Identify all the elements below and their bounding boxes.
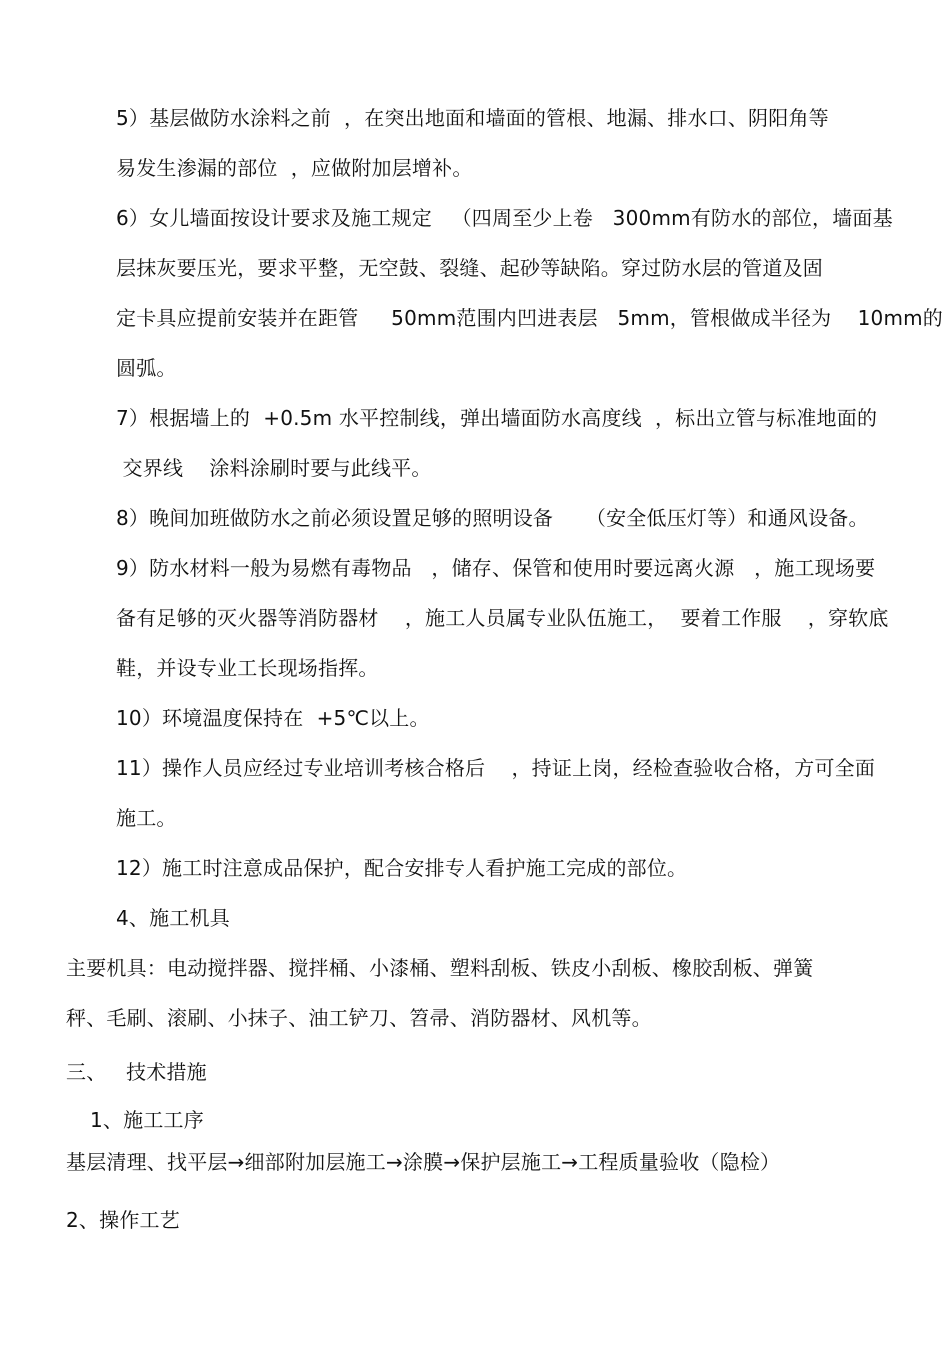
item-7-line-2: 交界线 涂料涂刷时要与此线平。	[116, 456, 432, 480]
item-10-line-1: 10）环境温度保持在 +5℃以上。	[116, 706, 430, 730]
item-11-line-1: 11）操作人员应经过专业培训考核合格后 ，持证上岗，经检查验收合格，方可全面	[116, 756, 876, 780]
item-5-line-2: 易发生渗漏的部位 ，应做附加层增补。	[116, 156, 473, 180]
item-6-line-3: 定卡具应提前安装并在距管 50mm范围内凹进表层 5mm，管根做成半径为 10mm的	[116, 306, 944, 330]
item-6-line-2: 层抹灰要压光，要求平整，无空鼓、裂缝、起砂等缺陷。穿过防水层的管道及固	[116, 256, 823, 280]
item-11-line-2: 施工。	[116, 806, 177, 830]
section-heading-process: 2、操作工艺	[66, 1208, 180, 1232]
section-heading-procedure: 1、施工工序	[90, 1108, 204, 1132]
chapter-heading-tech-measures: 三、 技术措施	[66, 1060, 207, 1084]
item-8-line-1: 8）晚间加班做防水之前必须设置足够的照明设备 （安全低压灯等）和通风设备。	[116, 506, 869, 530]
tools-line-2: 秤、毛刷、滚刷、小抹子、油工铲刀、笤帚、消防器材、风机等。	[66, 1006, 652, 1030]
tools-line-1: 主要机具：电动搅拌器、搅拌桶、小漆桶、塑料刮板、铁皮小刮板、橡胶刮板、弹簧	[66, 956, 814, 980]
section-heading-tools: 4、施工机具	[116, 906, 230, 930]
item-6-line-4: 圆弧。	[116, 356, 177, 380]
item-5-line-1: 5）基层做防水涂料之前 ，在突出地面和墙面的管根、地漏、排水口、阴阳角等	[116, 106, 829, 130]
item-9-line-2: 备有足够的灭火器等消防器材 ，施工人员属专业队伍施工， 要着工作服 ，穿软底	[116, 606, 889, 630]
item-9-line-3: 鞋，并设专业工长现场指挥。	[116, 656, 379, 680]
procedure-flow-line: 基层清理、找平层→细部附加层施工→涂膜→保护层施工→工程质量验收（隐检）	[66, 1150, 781, 1174]
item-12-line-1: 12）施工时注意成品保护，配合安排专人看护施工完成的部位。	[116, 856, 688, 880]
item-9-line-1: 9）防水材料一般为易燃有毒物品 ，储存、保管和使用时要远离火源 ，施工现场要	[116, 556, 876, 580]
item-7-line-1: 7）根据墙上的 +0.5m 水平控制线，弹出墙面防水高度线 ，标出立管与标准地面的	[116, 406, 878, 430]
item-6-line-1: 6）女儿墙面按设计要求及施工规定 （四周至少上卷 300mm有防水的部位，墙面基	[116, 206, 893, 230]
